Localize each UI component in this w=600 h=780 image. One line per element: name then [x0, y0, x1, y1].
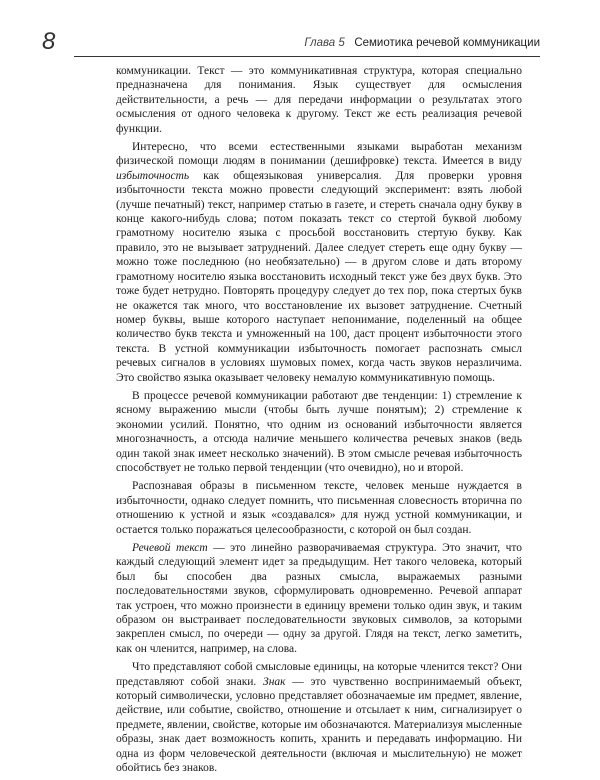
- paragraph: Интересно, что всеми естественными языками выработан механизм физической помощи людям в понимании (дешифровке) текста. Имеется в виду избыточность как общеязыковая универсалия. Для проверки уровня избыточности текста можно провести следующий эксперимент: взять любой (лучше печатный) текст, например статью в газете, и стереть сначала одну букву в конце какого-нибудь слова; потом показать текст со стертой буквой любому грамотному носителю языка с просьбой восстановить стертую букву. Как правило, это не вызывает затруднений. Далее следует стереть еще одну букву — можно тоже последнюю (но необязательно) — в другом слове и дать второму грамотному носителю языка восстановить исходный текст уже без двух букв. Это тоже будет нетрудно. Повторять процедуру следует до тех пор, пока стертых букв не окажется так много, что восстановление их вызовет затруднение. Счетный номер буквы, выше которого наступает непонимание, поделенный на общее количество букв текста и умноженный на 100, даст процент избыточности этого текста. В устной коммуникации избыточность помогает распознать смысл речевых сигналов в условиях шумовых помех, когда часть звуков неразличима. Это свойство языка оказывает человеку немалую коммуникативную помощь.: [116, 141, 522, 384]
- paragraph: коммуникации. Текст — это коммуникативная структура, которая специально предназначена для понимания. Язык существует для осмысления действительности, а речь — для передачи информации о результатах этого осмысления от одного человека к другому. Текст же есть реализация речевой функции.: [116, 65, 522, 135]
- term-sign: Знак: [263, 675, 286, 688]
- term-speech-text: Речевой текст: [132, 542, 208, 554]
- paragraph: В процессе речевой коммуникации работают две тенденции: 1) стремление к ясному выражению мысли (чтобы быть лучше понятым); 2) стремление к экономии усилий. Понятно, что одним из оснований избыточности является многозначность, а отсюда наличие меньшего количества речевых знаков (ведь один такой знак имеет несколько значений). В этом смысле речевая избыточность способствует не только первой тенденции (что очевидно), но и второй.: [116, 389, 522, 474]
- chapter-title: Семиотика речевой коммуникации: [354, 37, 540, 49]
- body-text: [116, 64, 522, 780]
- running-header: [304, 37, 540, 49]
- page-number: 8: [42, 28, 56, 55]
- paragraph: Распознавая образы в письменном тексте, человек меньше нуждается в избыточности, однако следует помнить, что письменная словесность вторична по отношению к устной и язык «создавался» для нужд устной коммуникации, и остается только поражаться целесообразности, с которой он был создан.: [116, 480, 522, 536]
- header-rule: [74, 56, 540, 57]
- chapter-label: Глава 5: [304, 37, 345, 49]
- paragraph: Что представляют собой смысловые единицы, на которые членится текст? Они представляют собой знаки. Знак — это чувственно воспринимаемый объект, который символически, условно представляет обозначаемые им предмет, явление, действие, или событие, свойство, отношение и отсылает к ним, сигнализирует о предмете, явлении, свойстве, которые им обозначаются. Материализуя мысленные образы, знак дает возможность копить, хранить и передавать информацию. Ни одна из форм человеческой деятельности (включая и мыслительную) не может обойтись без знаков.: [116, 661, 522, 775]
- paragraph: Речевой текст — это линейно разворачиваемая структура. Это значит, что каждый следующий элемент идет за предыдущим. Нет такого человека, который был бы способен два разных смысла, выражаемых разными последовательностями звуков, сформулировать одновременно. Речевой аппарат так устроен, что можно произнести в единицу времени только один звук, и таким образом он выстраивает последовательности звуковых символов, за которыми закреплен смысл, по очереди — одну за другой. Глядя на текст, легко заметить, как он членится, например, на слова.: [116, 542, 522, 655]
- term-redundancy: избыточность: [116, 169, 190, 182]
